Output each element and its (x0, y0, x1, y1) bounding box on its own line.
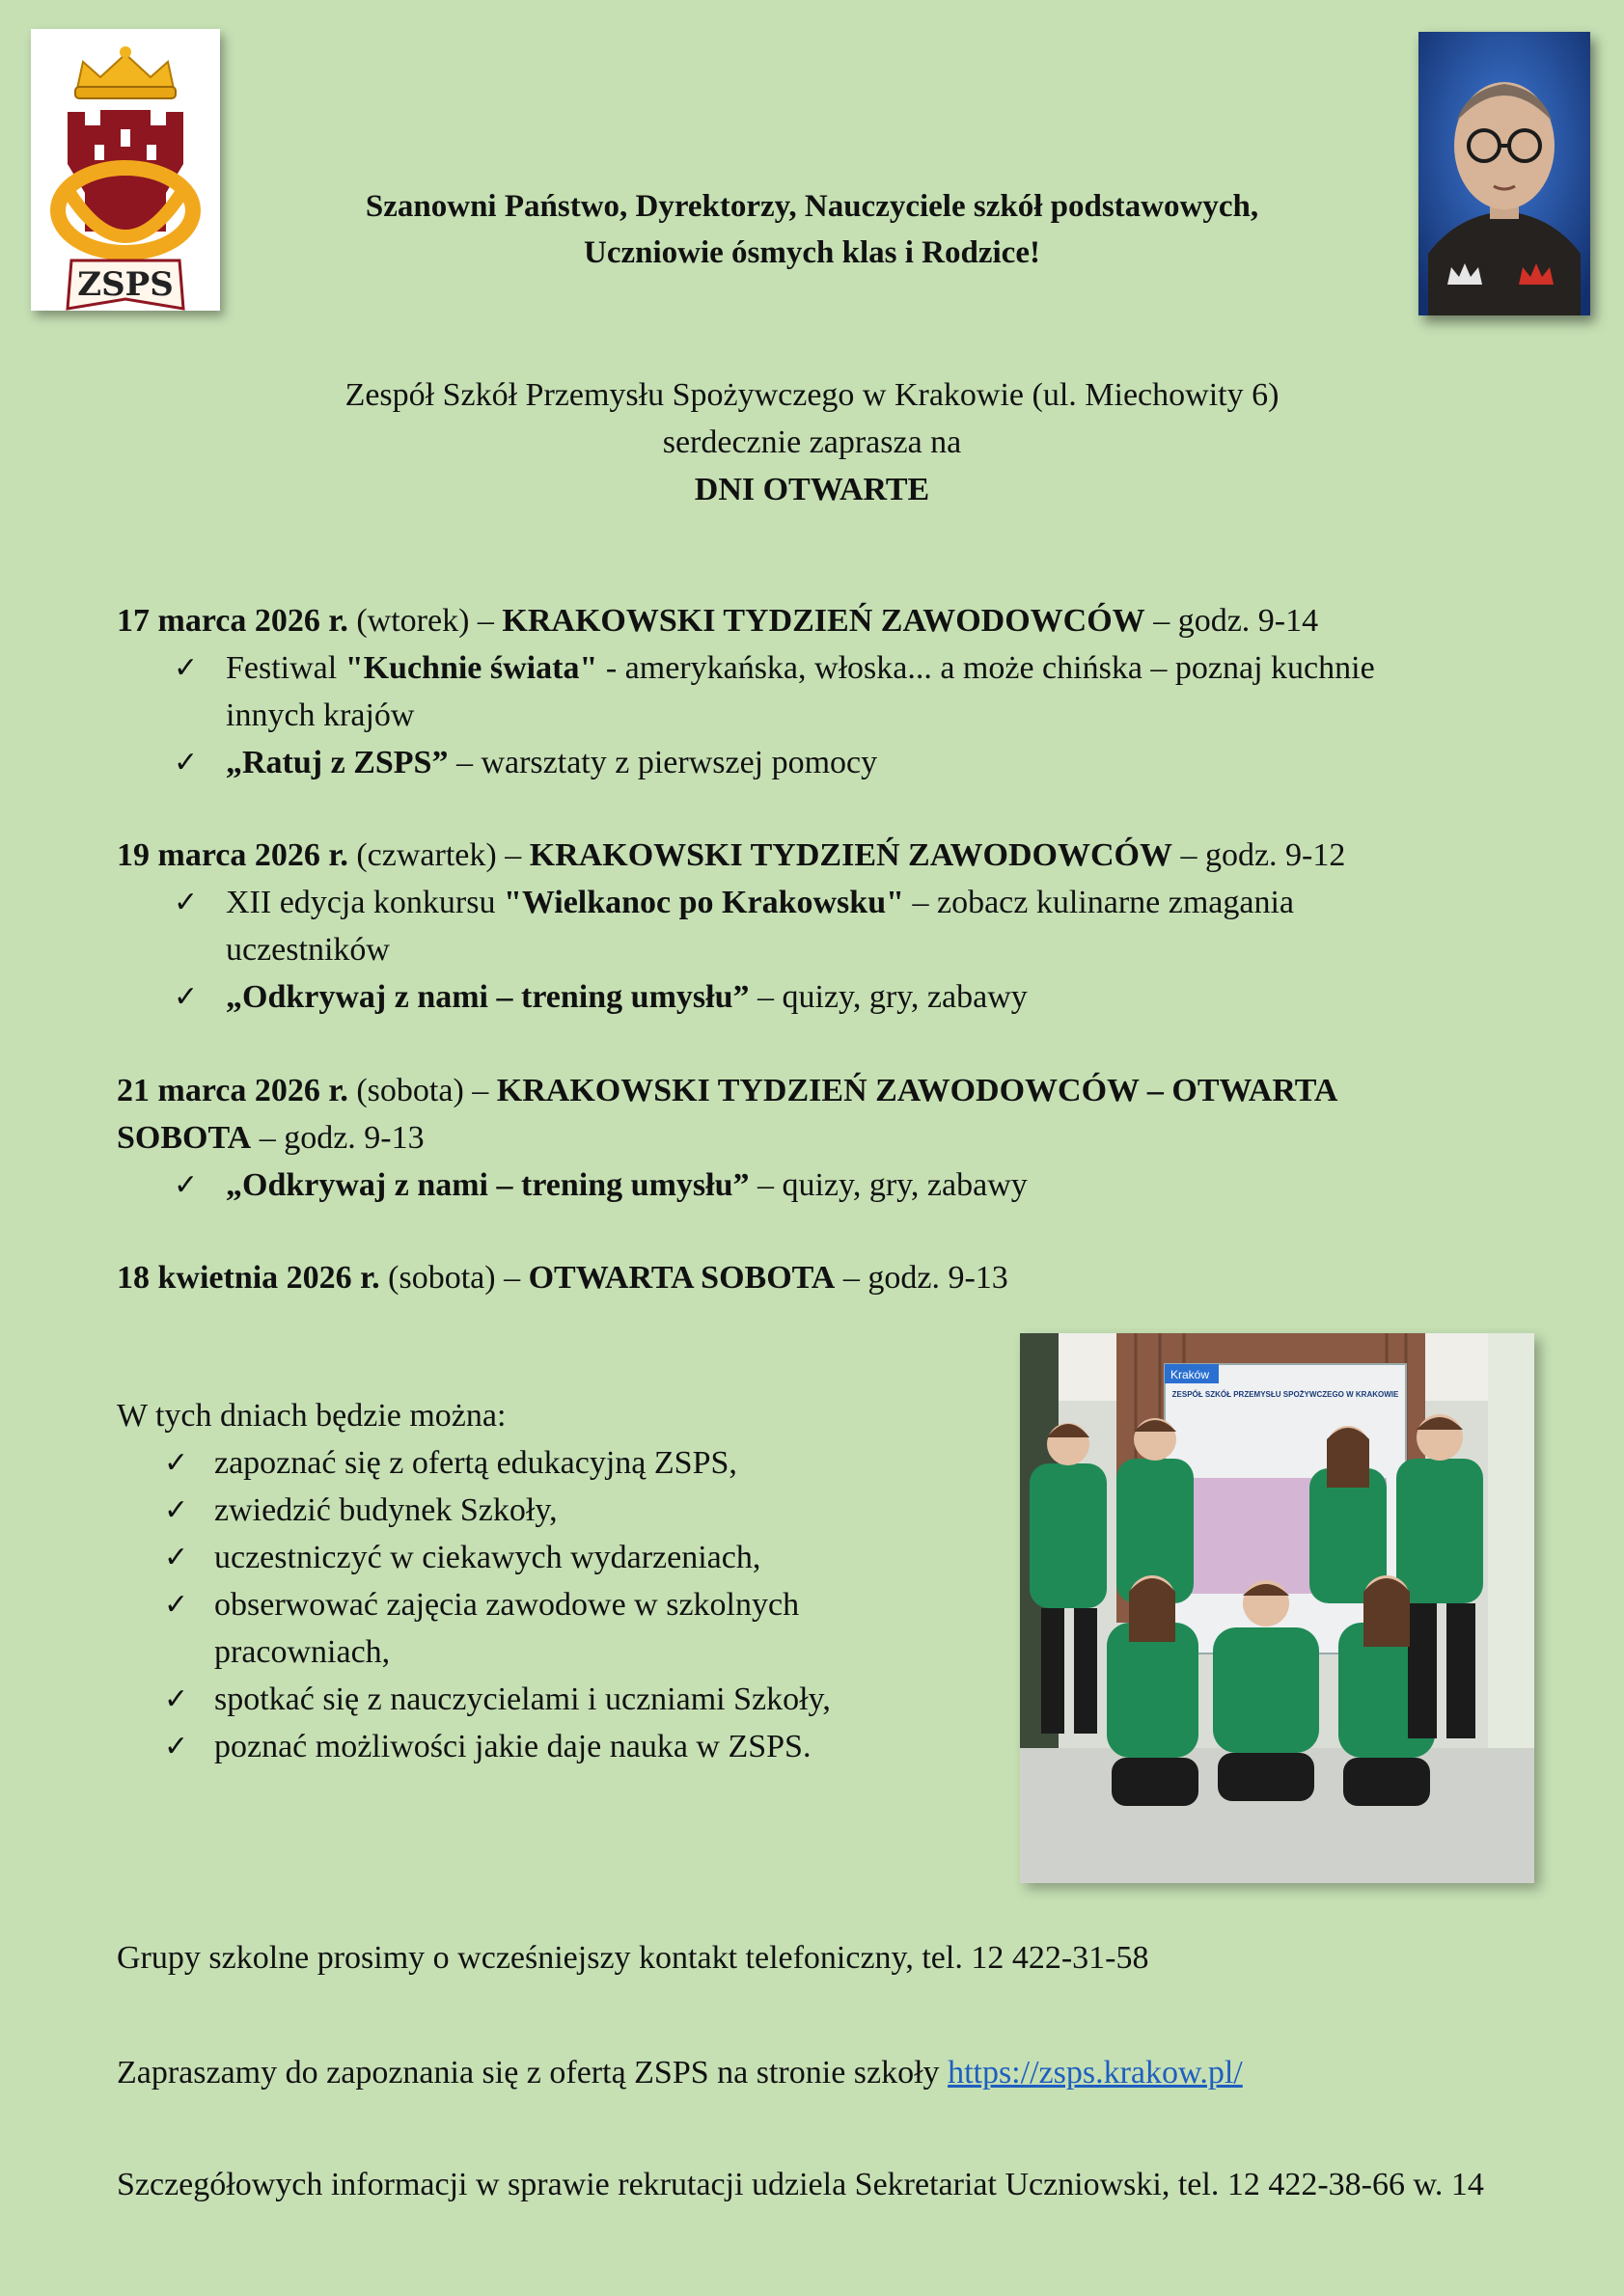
offer-line (117, 2049, 1497, 2096)
event-2-item-1-pre: XII edycja konkursu (226, 885, 504, 920)
check-icon: ✓ (174, 651, 199, 685)
greeting-line-1: Szanowni Państwo, Dyrektorzy, Nauczyciele szkół podstawowych, (365, 189, 1259, 224)
event-2-title: KRAKOWSKI TYDZIEŃ ZAWODOWCÓW (529, 837, 1172, 873)
event-1-date: 17 marca 2026 r. (117, 603, 348, 639)
photo-banner-title: ZESPÓŁ SZKÓŁ PRZEMYSŁU SPOŻYWCZEGO W KRAKOWIE (1171, 1390, 1399, 1399)
event-2-item-1-cont: uczestników (226, 932, 390, 968)
event-2-heading (117, 832, 1497, 879)
event-1-title: KRAKOWSKI TYDZIEŃ ZAWODOWCÓW (502, 603, 1145, 639)
offer-text: Zapraszamy do zapoznania się z ofertą ZSPS na stronie szkoły (117, 2055, 949, 2091)
event-1-item-2-rest: – warsztaty z pierwszej pomocy (448, 745, 878, 780)
event-4-hours: – godz. 9-13 (835, 1260, 1008, 1296)
activity-item-6: poznać możliwości jakie daje nauka w ZSPS. (214, 1729, 812, 1764)
check-icon: ✓ (164, 1541, 189, 1574)
activity-item-1: zapoznać się z ofertą edukacyjną ZSPS, (214, 1445, 737, 1481)
event-2-day: (czwartek) – (347, 837, 530, 873)
invitation-intro (0, 371, 1624, 513)
activity-item-3: uczestniczyć w ciekawych wydarzeniach, (214, 1540, 761, 1575)
check-icon: ✓ (174, 980, 199, 1014)
intro-line-1: Zespół Szkół Przemysłu Spożywczego w Krakowie (ul. Miechowity 6) (344, 377, 1280, 413)
check-icon: ✓ (174, 746, 199, 779)
event-1-item-2 (226, 739, 877, 786)
event-3-heading-cont (117, 1114, 1497, 1162)
check-icon: ✓ (174, 886, 199, 919)
event-2-hours: – godz. 9-12 (1171, 837, 1346, 873)
event-3-heading (117, 1067, 1497, 1114)
activity-item-4: obserwować zajęcia zawodowe w szkolnych (214, 1587, 800, 1623)
event-1-heading (117, 597, 1497, 644)
event-1-hours: – godz. 9-14 (1144, 603, 1319, 639)
event-1-item-1-pre: Festiwal (226, 650, 345, 686)
event-2-item-2-rest: – quizy, gry, zabawy (749, 979, 1028, 1015)
logo-text: ZSPS (77, 265, 174, 304)
event-4-title: OTWARTA SOBOTA (528, 1260, 836, 1296)
check-icon: ✓ (164, 1682, 189, 1716)
recruitment-info: Szczegółowych informacji w sprawie rekrutacji udziela Sekretariat Uczniowski, tel. 12 422-38-66 w. 14 (117, 2167, 1484, 2202)
event-2-item-1-bold: "Wielkanoc po Krakowsku" (503, 885, 904, 920)
event-4-day: (sobota) – (379, 1260, 529, 1296)
check-icon: ✓ (164, 1588, 189, 1622)
event-2-date: 19 marca 2026 r. (117, 837, 348, 873)
event-2-item-1-rest: – zobacz kulinarne zmagania (903, 885, 1294, 920)
event-3-item-1-rest: – quizy, gry, zabawy (749, 1167, 1028, 1203)
event-1-item-1-bold: "Kuchnie świata" (344, 650, 598, 686)
intro-line-2: serdecznie zaprasza na (662, 424, 962, 460)
check-icon: ✓ (164, 1493, 189, 1527)
event-1-item-1-cont: innych krajów (226, 697, 415, 733)
event-2-item-2 (226, 973, 1028, 1021)
event-3-item-1 (226, 1162, 1028, 1209)
event-1-item-1-rest: - amerykańska, włoska... a może chińska – poznaj kuchnie (597, 650, 1375, 686)
event-3-item-1-bold: „Odkrywaj z nami – trening umysłu” (226, 1167, 750, 1203)
event-3-day: (sobota) – (347, 1073, 497, 1108)
event-1-item-2-bold: „Ratuj z ZSPS” (226, 745, 449, 780)
photo-banner-tag: Kraków (1170, 1368, 1210, 1381)
groups-contact: Grupy szkolne prosimy o wcześniejszy kontakt telefoniczny, tel. 12 422-31-58 (117, 1940, 1149, 1976)
event-4-heading (117, 1254, 1497, 1301)
greeting-heading (0, 183, 1624, 276)
greeting-line-2: Uczniowie ósmych klas i Rodzice! (584, 235, 1040, 270)
event-3-title-2: SOBOTA (117, 1120, 252, 1156)
check-icon: ✓ (164, 1730, 189, 1763)
check-icon: ✓ (164, 1446, 189, 1480)
activities-intro: W tych dniach będzie można: (117, 1398, 507, 1434)
event-1-item-1 (226, 644, 1375, 692)
event-4-date: 18 kwietnia 2026 r. (117, 1260, 380, 1296)
event-2-item-2-bold: „Odkrywaj z nami – trening umysłu” (226, 979, 750, 1015)
event-2-item-1 (226, 879, 1294, 926)
event-3-hours: – godz. 9-13 (251, 1120, 425, 1156)
event-1-day: (wtorek) – (347, 603, 503, 639)
students-photo (1020, 1333, 1534, 1883)
activity-item-2: zwiedzić budynek Szkoły, (214, 1492, 558, 1528)
event-3-date: 21 marca 2026 r. (117, 1073, 348, 1108)
activity-item-4-cont: pracowniach, (214, 1634, 391, 1670)
event-3-title: KRAKOWSKI TYDZIEŃ ZAWODOWCÓW – OTWARTA (496, 1073, 1338, 1108)
check-icon: ✓ (174, 1168, 199, 1202)
intro-line-3: DNI OTWARTE (694, 472, 930, 507)
school-website-link[interactable]: https://zsps.krakow.pl/ (948, 2055, 1243, 2091)
activity-item-5: spotkać się z nauczycielami i uczniami Szkoły, (214, 1681, 831, 1717)
